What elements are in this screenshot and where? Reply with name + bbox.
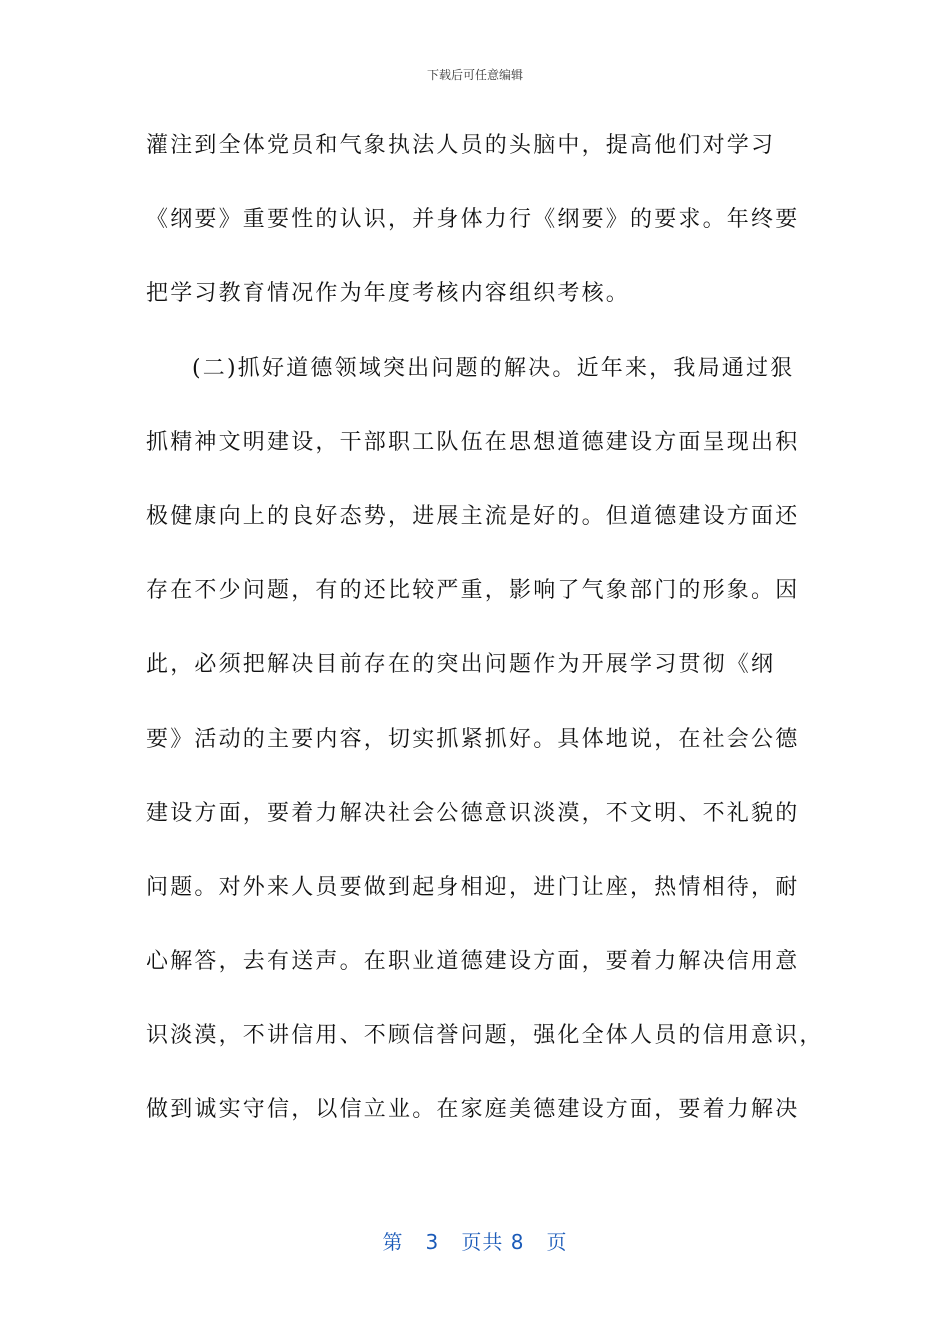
body-line: 抓精神文明建设，干部职工队伍在思想道德建设方面呈现出积 <box>146 429 800 455</box>
body-line: 心解答，去有送声。在职业道德建设方面，要着力解决信用意 <box>146 949 800 975</box>
footer-total-suffix: 页 <box>546 1230 568 1254</box>
page-header-note: 下载后可任意编辑 <box>426 68 523 82</box>
body-line: 做到诚实守信，以信立业。在家庭美德建设方面，要着力解决 <box>146 1097 800 1123</box>
footer-current-page: 3 <box>425 1230 440 1254</box>
body-line: 《纲要》重要性的认识，并身体力行《纲要》的要求。年终要 <box>146 207 800 233</box>
page-footer <box>0 1226 950 1255</box>
footer-page-label: 第 <box>382 1230 404 1254</box>
document-body <box>146 128 824 1167</box>
footer-total-pages: 8 <box>510 1230 525 1254</box>
body-line: 此，必须把解决目前存在的突出问题作为开展学习贯彻《纲 <box>146 652 776 678</box>
body-line: 识淡漠，不讲信用、不顾信誉问题，强化全体人员的信用意识， <box>146 1023 824 1049</box>
body-line: 极健康向上的良好态势，进展主流是好的。但道德建设方面还 <box>146 503 800 529</box>
body-line: 要》活动的主要内容，切实抓紧抓好。具体地说，在社会公德 <box>146 726 800 752</box>
footer-total-prefix: 页共 <box>461 1230 504 1254</box>
body-line: 问题。对外来人员要做到起身相迎，进门让座，热情相待，耐 <box>146 874 800 900</box>
body-line: 灌注到全体党员和气象执法人员的头脑中，提高他们对学习 <box>146 133 776 158</box>
body-line: 把学习教育情况作为年度考核内容组织考核。 <box>146 281 631 307</box>
body-line: 存在不少问题，有的还比较严重，影响了气象部门的形象。因 <box>146 578 800 604</box>
body-line: 建设方面，要着力解决社会公德意识淡漠，不文明、不礼貌的 <box>146 800 800 826</box>
paragraph-start-line: (二)抓好道德领域突出问题的解决。近年来，我局通过狠 <box>192 355 795 381</box>
